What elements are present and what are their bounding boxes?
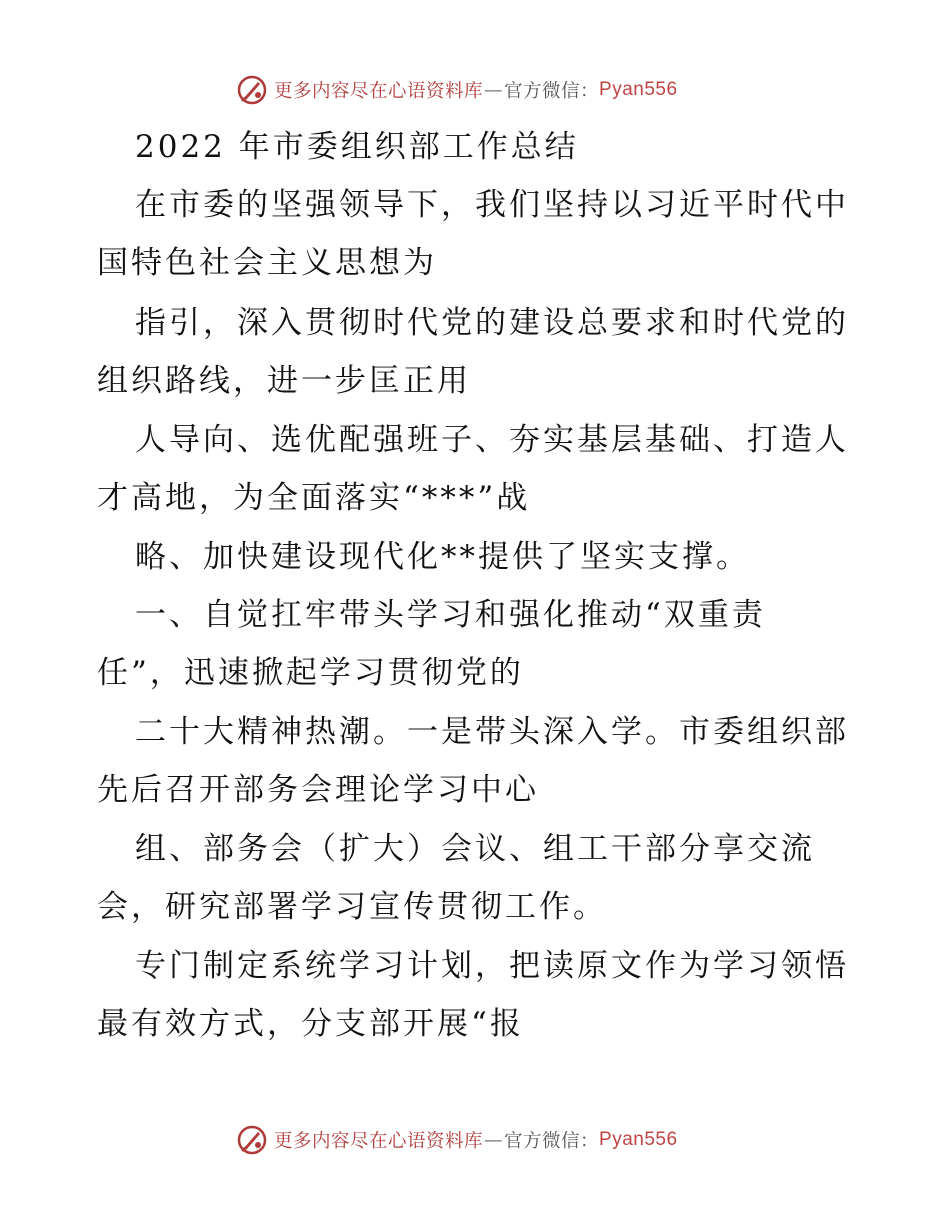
watermark-dash: — — [484, 79, 504, 101]
quill-logo-icon — [236, 74, 268, 106]
paragraph-line: 略、加快建设现代化**提供了坚实支撑。 — [135, 539, 750, 575]
watermark-wechat-id: Pyan556 — [599, 79, 678, 100]
paragraph-line: 先后召开部务会理论学习中心 — [97, 772, 539, 808]
paragraph-line: 才高地，为全面落实“***”战 — [97, 480, 531, 516]
watermark-text: 更多内容尽在心语资料库 — [274, 1131, 484, 1152]
paragraph-line: 人导向、选优配强班子、夯实基层基础、打造人 — [135, 422, 849, 458]
header-watermark — [236, 74, 678, 106]
paragraph-line: 组织路线，进一步匡正用 — [97, 363, 471, 399]
paragraph-line: 二十大精神热潮。一是带头深入学。市委组织部 — [135, 714, 849, 750]
paragraph-line: 最有效方式，分支部开展“报 — [97, 1006, 524, 1042]
paragraph-line: 国特色社会主义思想为 — [97, 245, 437, 281]
watermark-official-label: 官方微信： — [504, 81, 600, 102]
section-heading: 一、自觉扛牢带头学习和强化推动“双重责 — [135, 597, 766, 633]
watermark-text: 更多内容尽在心语资料库 — [274, 81, 484, 102]
watermark-dash: — — [484, 1129, 504, 1151]
paragraph-line: 组、部务会（扩大）会议、组工干部分享交流 — [135, 831, 815, 867]
paragraph-line: 会，研究部署学习宣传贯彻工作。 — [97, 889, 607, 925]
paragraph-line: 在市委的坚强领导下，我们坚持以习近平时代中 — [135, 187, 849, 223]
paragraph-line: 专门制定系统学习计划，把读原文作为学习领悟 — [135, 948, 849, 984]
section-heading-continued: 任”，迅速掀起学习贯彻党的 — [97, 655, 524, 691]
watermark-wechat-id: Pyan556 — [599, 1129, 678, 1150]
document-title: 2022 年市委组织部工作总结 — [135, 129, 579, 165]
paragraph-line: 指引，深入贯彻时代党的建设总要求和时代党的 — [135, 305, 849, 341]
quill-logo-icon — [236, 1124, 268, 1156]
footer-watermark — [236, 1124, 678, 1156]
watermark-official-label: 官方微信： — [504, 1131, 600, 1152]
